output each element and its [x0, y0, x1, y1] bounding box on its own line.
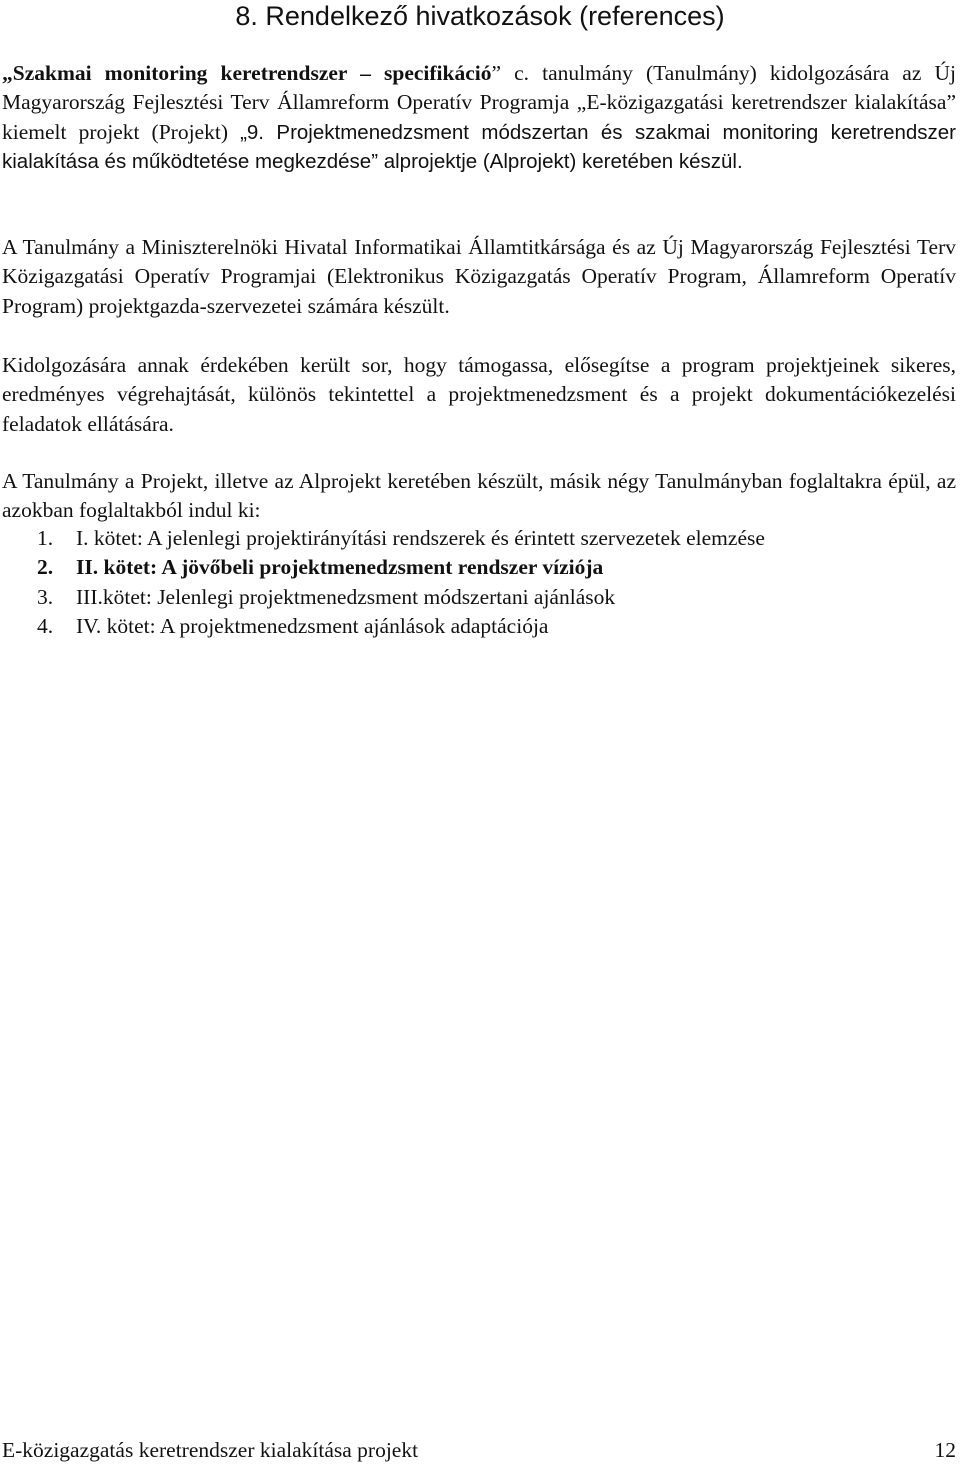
volume-title: I. kötet: A jelenlegi projektirányítási rendszerek és érintett szervezetek elemzése — [76, 526, 765, 550]
footer-project-name: E-közigazgatás keretrendszer kialakítása projekt — [2, 1438, 419, 1462]
section-heading: 8. Rendelkező hivatkozások (references) — [235, 1, 725, 31]
volume-number: 4. — [37, 613, 54, 638]
volume-list — [0, 524, 765, 641]
body-paragraph-basis: A Tanulmány a Projekt, illetve az Alprojekt keretében készült, másik négy Tanulmányban foglaltakra épül, az azokban foglaltakból indul ki: — [2, 469, 956, 523]
body-paragraph-purpose: Kidolgozására annak érdekében került sor, hogy támogassa, elősegítse a program projektjeinek sikeres, eredményes végrehajtását, különös tekintettel a projektmenedzsment és a projekt dokumentációkezelési feladatok ellátására. — [2, 353, 956, 436]
body-paragraph-audience: A Tanulmány a Miniszterelnöki Hivatal Informatikai Államtitkársága és az Új Magyarország Fejlesztési Terv Közigazgatási Operatív Programjai (Elektronikus Közigazgatás Operatív Program, Államreform Operatív Program) projektgazda-szervezetei számára készült. — [2, 235, 956, 318]
page-footer — [2, 1436, 956, 1464]
volume-list-item — [0, 583, 765, 612]
intro-quote-open: „ — [2, 61, 13, 85]
volume-list-item — [0, 612, 765, 641]
volume-title: IV. kötet: A projektmenedzsment ajánlások adaptációja — [76, 613, 549, 638]
volume-title: II. kötet: A jövőbeli projektmenedzsment rendszer víziója — [76, 555, 604, 580]
volume-list-item — [0, 524, 765, 553]
intro-paragraph — [2, 59, 956, 176]
page-number: 12 — [934, 1438, 956, 1462]
volume-list-item-current — [0, 553, 765, 582]
subproject-name: „9. Projektmenedzsment módszertan és szakmai monitoring keretrendszer kialakítása és működtetése megkezdése” alprojektje (Alprojekt) keretében készül. — [2, 120, 956, 173]
intro-text: ” c. tanulmány (Tanulmány) kidolgozására az Új Magyarország Fejlesztési Terv Államreform Operatív Programja „E-közigazgatási keretrendszer kialakítása” kiemelt projekt (Projekt) — [2, 61, 956, 144]
volume-number: 3. — [37, 584, 54, 609]
volume-title: III.kötet: Jelenlegi projektmenedzsment módszertani ajánlások — [76, 584, 616, 609]
volume-number: 2. — [37, 555, 54, 580]
referenced-document-title: Szakmai monitoring keretrendszer – specifikáció — [12, 61, 492, 85]
volume-number: 1. — [37, 526, 54, 550]
